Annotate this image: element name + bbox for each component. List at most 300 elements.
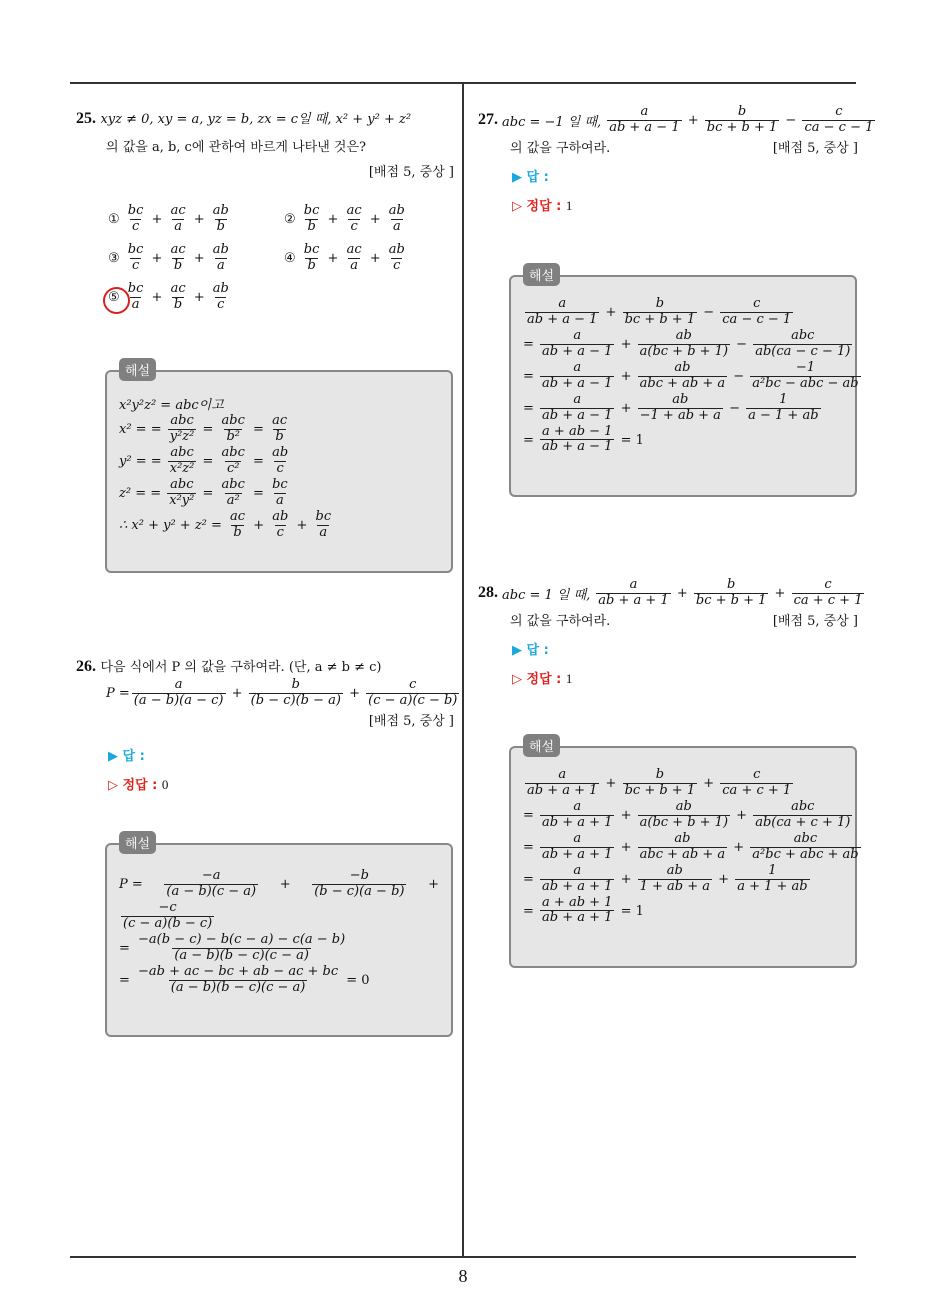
- fraction: [168, 446, 197, 477]
- fraction: [607, 105, 681, 136]
- denominator: (a − b)(c − a): [166, 883, 257, 899]
- operator: +: [732, 807, 752, 823]
- numerator: ab: [674, 830, 691, 846]
- denominator: a: [216, 257, 225, 273]
- fraction: [211, 243, 231, 274]
- numerator: abc: [170, 476, 194, 492]
- correct-answer: [108, 774, 454, 793]
- sol-z: [119, 478, 439, 509]
- fraction: [638, 393, 723, 424]
- denominator: (a − b)(b − c)(c − a): [174, 947, 309, 963]
- numerator: ac: [170, 242, 186, 257]
- operator: +: [365, 211, 385, 227]
- numerator: a: [558, 296, 567, 311]
- sol-p-line: P = $\frac{-a}{(a - b)(c - a)}$ + $\frac{-b}{(b - c)(a - b)}$ +: [119, 868, 439, 899]
- fraction: [540, 329, 614, 360]
- fraction: [126, 204, 146, 235]
- sol-z-lhs: z² =: [119, 485, 147, 501]
- denominator: bc + b + 1: [695, 592, 767, 608]
- numerator: −b: [349, 868, 369, 883]
- fraction: [121, 901, 214, 932]
- haeseol-label: 해설: [119, 358, 156, 381]
- operator: +: [616, 807, 636, 823]
- equals: =: [523, 368, 539, 384]
- choice-mark: ⑤: [108, 289, 124, 305]
- haeseol-label: 해설: [523, 734, 560, 757]
- denominator: c: [276, 524, 284, 540]
- denominator: (b − c)(a − b): [314, 883, 405, 899]
- sol-row: [523, 798, 851, 831]
- operator: +: [323, 211, 343, 227]
- operator: +: [616, 368, 636, 384]
- question-condition: abc = −1 일 때,: [502, 114, 602, 130]
- numerator: bc: [127, 242, 144, 257]
- sol-final-lhs: ∴ x² + y² + z² =: [119, 517, 222, 533]
- numerator: abc: [793, 830, 818, 846]
- numerator: c: [835, 104, 843, 119]
- numerator: b: [737, 104, 747, 119]
- choice-4[interactable]: [284, 243, 409, 274]
- fraction: [220, 414, 247, 445]
- fraction: [302, 204, 322, 235]
- denominator: y²z²: [169, 428, 195, 444]
- fraction: [638, 800, 730, 831]
- denominator: ab + a + 1: [527, 782, 598, 798]
- operator: +: [616, 839, 636, 855]
- operator: =: [248, 421, 269, 437]
- correct-answer-label: ▷ 정답 :: [108, 777, 158, 793]
- denominator: ab + a − 1: [542, 439, 613, 455]
- denominator: a²bc + abc + ab: [752, 846, 859, 862]
- fraction: [638, 832, 728, 863]
- numerator: a: [573, 830, 582, 846]
- numerator: a: [573, 391, 582, 407]
- sol-line1: x²y²z² = abc이고: [119, 398, 224, 413]
- question-26: [76, 656, 458, 793]
- denominator: ab + a + 1: [542, 878, 613, 894]
- numerator: ac: [346, 242, 362, 257]
- fraction: [746, 393, 820, 424]
- operator: +: [601, 775, 621, 791]
- operator: +: [601, 304, 621, 320]
- operator: +: [147, 250, 167, 266]
- denominator: (c − a)(b − c): [123, 915, 213, 931]
- sol-row: [523, 393, 843, 424]
- numerator: b: [291, 677, 300, 692]
- operator: +: [616, 336, 636, 352]
- numerator: b: [655, 767, 665, 782]
- operator: +: [189, 289, 209, 305]
- operator: +: [323, 250, 343, 266]
- denominator: (b − c)(b − a): [250, 692, 341, 708]
- question-number: 25.: [76, 110, 96, 127]
- sol-row: [523, 359, 859, 392]
- denominator: ab + a − 1: [527, 311, 598, 327]
- fraction: [540, 425, 614, 456]
- answer-label: ▶ 답 :: [512, 642, 549, 658]
- denominator: ab + a − 1: [542, 407, 613, 423]
- fraction: [126, 243, 146, 274]
- score-meta: [배점 5, 중상 ]: [368, 165, 454, 180]
- denominator: a − 1 + ab: [748, 407, 819, 423]
- numerator: ac: [170, 281, 186, 296]
- fraction: [345, 243, 364, 274]
- operator: =: [198, 421, 218, 437]
- equals: =: [523, 400, 539, 416]
- sol-x: [119, 414, 439, 445]
- score-meta: [배점 5, 중상 ]: [772, 613, 858, 629]
- fraction: [270, 478, 290, 509]
- denominator: a: [276, 492, 284, 508]
- denominator: 1 + ab + a: [639, 878, 711, 894]
- page-number: 8: [458, 1266, 468, 1286]
- denominator: ca + c + 1: [722, 782, 792, 798]
- fraction: [387, 204, 407, 235]
- denominator: −1 + ab + a: [639, 407, 721, 423]
- fraction: [228, 510, 247, 541]
- sol-row: [523, 864, 843, 895]
- numerator: ab: [212, 203, 229, 218]
- fraction: [623, 768, 698, 799]
- numerator: b: [726, 577, 736, 592]
- sol-y-lhs: y² =: [119, 453, 147, 469]
- denominator: ab + a − 1: [609, 119, 680, 135]
- operator: −: [699, 304, 719, 320]
- equals: =: [523, 807, 539, 823]
- haeseol-label: 해설: [523, 263, 560, 286]
- denominator: x²y²: [169, 492, 195, 508]
- correct-answer-value: 0: [161, 776, 169, 792]
- denominator: b: [307, 218, 316, 234]
- operator: +: [147, 211, 167, 227]
- numerator: abc: [221, 476, 245, 492]
- fraction: [720, 297, 793, 328]
- denominator: b: [173, 257, 183, 273]
- p-lhs: P =: [106, 685, 130, 701]
- denominator: a: [350, 257, 358, 273]
- denominator: a²bc − abc − ab: [752, 375, 859, 391]
- fraction: [270, 510, 290, 541]
- denominator: ab + a + 1: [598, 592, 669, 608]
- operator: +: [714, 871, 734, 887]
- denominator: ab(ca − c − 1): [755, 343, 851, 359]
- numerator: −a(b − c) − b(c − a) − c(a − b): [138, 931, 346, 947]
- fraction: [270, 446, 290, 477]
- question-number: 26.: [76, 658, 96, 675]
- fraction: [540, 896, 614, 927]
- numerator: ab: [674, 359, 691, 375]
- operator: +: [672, 585, 692, 601]
- operator: =: [146, 485, 166, 501]
- fraction: [720, 768, 793, 799]
- operator: +: [189, 211, 209, 227]
- answer-label: ▶ 답 :: [512, 169, 549, 185]
- fraction: [136, 965, 340, 996]
- sol-row: [523, 327, 851, 360]
- correct-answer-value: 1: [565, 670, 573, 686]
- operator: +: [616, 871, 636, 887]
- choice-mark: ②: [284, 211, 300, 227]
- correct-answer-value: 1: [565, 197, 573, 213]
- denominator: b: [216, 218, 225, 234]
- numerator: ab: [272, 508, 289, 524]
- fraction: [638, 864, 712, 895]
- operator: =: [198, 453, 218, 469]
- numerator: bc: [303, 242, 320, 257]
- numerator: abc: [170, 413, 194, 428]
- sol-y: [119, 446, 439, 477]
- fraction: [169, 204, 188, 235]
- numerator: ab: [675, 327, 692, 343]
- operator: =: [198, 485, 218, 501]
- numerator: abc: [221, 444, 245, 460]
- score-meta: [배점 5, 중상 ]: [772, 140, 858, 156]
- denominator: (c − a)(c − b): [368, 692, 458, 708]
- choice-1[interactable]: [108, 204, 233, 235]
- denominator: ca − c − 1: [804, 119, 874, 135]
- sol-t3: [119, 901, 439, 932]
- numerator: a: [573, 798, 582, 814]
- correct-answer-label: ▷ 정답 :: [512, 198, 562, 214]
- sol-p-lhs: P =: [119, 876, 143, 892]
- sol-step3: = $\frac{-ab + ac - bc + ab - ac + bc}{(a - b)(b - c)(c - a)}$ = 0: [119, 963, 370, 995]
- score-meta: [배점 5, 중상 ]: [368, 713, 454, 729]
- fraction: [525, 768, 599, 799]
- sol-result: = 1: [620, 432, 644, 448]
- numerator: ac: [230, 508, 246, 524]
- numerator: a + ab + 1: [542, 894, 613, 910]
- denominator: ca + c + 1: [793, 592, 863, 608]
- denominator: c: [393, 257, 401, 273]
- numerator: −ab + ac − bc + ab − ac + bc: [138, 963, 339, 979]
- equals: =: [523, 336, 539, 352]
- equals: =: [523, 871, 539, 887]
- question-text-line2: 의 값을 구하여라.: [510, 140, 611, 156]
- fraction: [220, 478, 247, 509]
- denominator: c: [350, 218, 358, 234]
- question-25: [76, 108, 454, 180]
- sol-result: = 0: [346, 972, 370, 988]
- denominator: a²: [226, 492, 240, 508]
- fraction: [167, 478, 196, 509]
- denominator: abc + ab + a: [639, 846, 726, 862]
- sol-step2: = $\frac{-a(b - c) - b(c - a) - c(a - b)}{(a - b)(b - c)(c - a)}$: [119, 931, 346, 963]
- numerator: ab: [388, 203, 405, 218]
- denominator: (a − b)(a − c): [133, 692, 224, 708]
- denominator: c: [276, 460, 284, 476]
- fraction: [302, 243, 322, 274]
- sol-row: [523, 297, 843, 328]
- denominator: bc + b + 1: [624, 782, 696, 798]
- denominator: x²z²: [169, 460, 195, 476]
- sol-x-lhs: x² =: [119, 421, 147, 437]
- operator: +: [683, 112, 703, 128]
- operator: +: [616, 400, 636, 416]
- question-27: [478, 104, 874, 214]
- numerator: bc: [127, 281, 144, 296]
- question-number: 27.: [478, 111, 498, 129]
- numerator: a: [573, 862, 582, 878]
- numerator: bc: [272, 476, 288, 492]
- fraction: [753, 329, 852, 360]
- denominator: a(bc + b + 1): [639, 814, 729, 830]
- numerator: abc: [791, 327, 815, 343]
- equation-p: [106, 677, 458, 709]
- solution-box-26: [105, 837, 453, 1037]
- numerator: c: [824, 577, 832, 592]
- sol-final: = $\frac{a + ab - 1}{ab + a - 1}$ = 1: [523, 423, 644, 455]
- denominator: b: [173, 296, 183, 312]
- operator: +: [189, 250, 209, 266]
- numerator: 1: [779, 391, 788, 407]
- operator: =: [248, 453, 269, 469]
- numerator: a: [629, 577, 638, 592]
- choice-3[interactable]: [108, 243, 233, 274]
- operator: +: [147, 289, 167, 305]
- choice-2[interactable]: [284, 204, 409, 235]
- numerator: ab: [666, 862, 683, 878]
- fraction: [540, 361, 614, 392]
- fraction: [735, 864, 809, 895]
- fraction: [596, 578, 670, 609]
- numerator: ac: [272, 413, 288, 428]
- denominator: ab + a + 1: [542, 846, 613, 862]
- numerator: a: [640, 104, 649, 119]
- fraction: [312, 869, 406, 900]
- numerator: c: [753, 296, 761, 311]
- fraction: [211, 282, 231, 313]
- denominator: ab + a + 1: [542, 910, 613, 926]
- operator: +: [344, 685, 365, 701]
- fraction: [750, 361, 860, 392]
- fraction: [169, 243, 188, 274]
- denominator: c: [131, 257, 140, 273]
- operator: +: [227, 685, 247, 701]
- operator: =: [146, 421, 166, 437]
- numerator: abc: [791, 798, 815, 814]
- numerator: bc: [303, 203, 320, 218]
- denominator: a: [131, 296, 140, 312]
- fraction: [753, 800, 852, 831]
- operator: −: [732, 336, 752, 352]
- sol-final: [119, 510, 439, 541]
- fraction: [220, 446, 247, 477]
- numerator: c: [753, 767, 761, 782]
- fraction: [705, 105, 780, 136]
- choice-mark: ④: [284, 250, 300, 266]
- sol-final: = $\frac{a + ab + 1}{ab + a + 1}$ = 1: [523, 894, 644, 926]
- fraction: [366, 678, 459, 709]
- answer-label: ▶ 답 :: [108, 748, 145, 764]
- denominator: ab + a + 1: [542, 814, 613, 830]
- solution-box-27: [509, 269, 859, 497]
- fraction: [211, 204, 231, 235]
- denominator: ab + a − 1: [542, 375, 613, 391]
- numerator: ab: [672, 391, 689, 407]
- numerator: −1: [795, 359, 816, 375]
- operator: [222, 518, 226, 533]
- numerator: bc: [315, 508, 332, 524]
- denominator: abc + ab + a: [639, 375, 726, 391]
- operator: +: [292, 517, 312, 533]
- sol-row: [523, 768, 843, 799]
- operator: −: [724, 400, 745, 416]
- fraction: [314, 510, 334, 541]
- denominator: bc + b + 1: [624, 311, 696, 327]
- solution-box-28: [509, 740, 859, 968]
- operator: −: [729, 368, 749, 384]
- denominator: (a − b)(b − c)(c − a): [170, 979, 306, 995]
- operator: +: [249, 517, 269, 533]
- operator: =: [146, 453, 166, 469]
- fraction: [540, 800, 614, 831]
- fraction: [694, 578, 769, 609]
- equals: =: [523, 839, 539, 855]
- denominator: c: [131, 218, 140, 234]
- denominator: ab + a − 1: [542, 343, 613, 359]
- numerator: a: [573, 359, 582, 375]
- denominator: b: [233, 524, 242, 540]
- denominator: a + 1 + ab: [737, 878, 808, 894]
- sol-result: = 1: [620, 903, 644, 919]
- fraction: [750, 832, 860, 863]
- column-divider: [462, 82, 464, 1258]
- numerator: −a: [201, 868, 221, 883]
- fraction: [270, 414, 289, 445]
- denominator: b²: [226, 428, 240, 444]
- fraction: [802, 105, 875, 136]
- fraction: [164, 869, 258, 900]
- numerator: 1: [768, 862, 777, 878]
- denominator: ca − c − 1: [722, 311, 792, 327]
- denominator: bc + b + 1: [706, 119, 778, 135]
- bottom-rule: [70, 1256, 856, 1258]
- fraction: [132, 678, 226, 709]
- fraction: [525, 297, 599, 328]
- numerator: b: [655, 296, 665, 311]
- fraction: [387, 243, 407, 274]
- numerator: ab: [272, 444, 289, 460]
- fraction: [249, 678, 343, 709]
- fraction: [792, 578, 865, 609]
- numerator: ab: [388, 242, 405, 257]
- fraction: [638, 361, 728, 392]
- numerator: ab: [212, 281, 229, 296]
- haeseol-label: 해설: [119, 831, 156, 854]
- question-number: 28.: [478, 584, 498, 602]
- operator: −: [781, 112, 801, 128]
- numerator: a: [558, 767, 567, 782]
- operator: +: [729, 839, 749, 855]
- operator: =: [248, 485, 269, 501]
- operator: +: [365, 250, 385, 266]
- fraction: [168, 414, 197, 445]
- numerator: a + ab − 1: [542, 423, 613, 439]
- denominator: a(bc + b + 1): [639, 343, 729, 359]
- fraction: [638, 329, 730, 360]
- fraction: [540, 393, 614, 424]
- fraction: [623, 297, 698, 328]
- choice-mark: ①: [108, 211, 124, 227]
- numerator: bc: [127, 203, 144, 218]
- fraction: [136, 933, 347, 964]
- numerator: ab: [212, 242, 229, 257]
- correct-answer: [512, 195, 858, 214]
- selected-answer-circle-icon: [103, 287, 130, 314]
- question-28: [478, 577, 863, 687]
- question-condition: abc = 1 일 때,: [502, 587, 591, 603]
- numerator: abc: [221, 413, 245, 428]
